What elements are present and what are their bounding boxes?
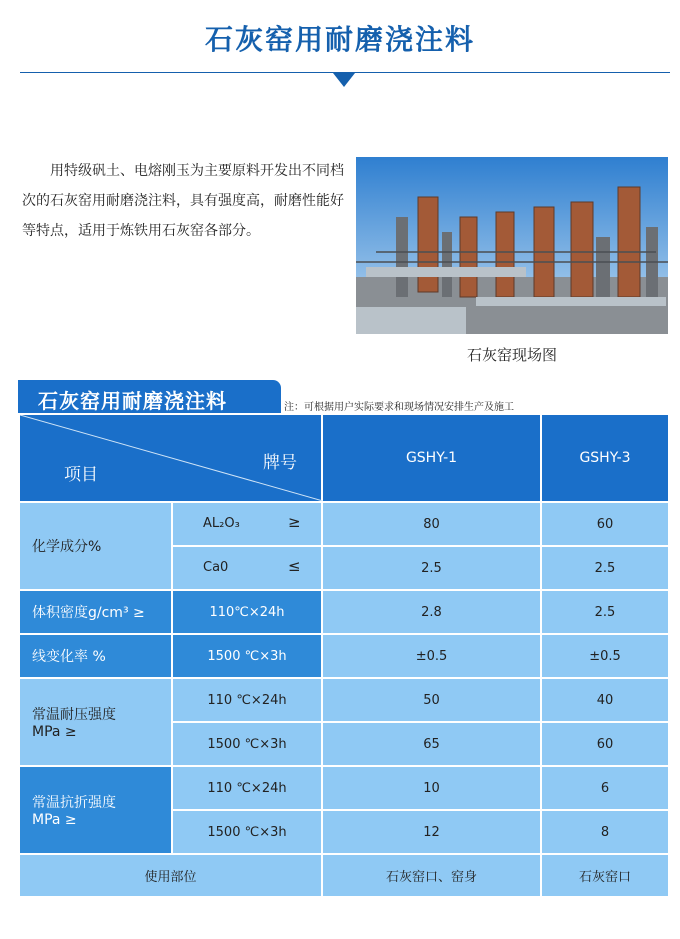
flex-label: [19, 766, 172, 854]
header-brand-label: 牌号: [263, 453, 297, 473]
divider-down-arrow-icon: [333, 73, 355, 87]
flex-b-condition: 1500 ℃×3h: [172, 810, 322, 854]
compress-b-condition: 1500 ℃×3h: [172, 722, 322, 766]
al2o3-name: AL₂O₃: [203, 516, 240, 531]
table-title-tab: [18, 380, 281, 415]
density-gshy3: 2.5: [541, 590, 669, 634]
photo-caption: 石灰窑现场图: [466, 346, 557, 364]
usage-label: 使用部位: [19, 854, 322, 897]
linear-gshy3: ±0.5: [541, 634, 669, 678]
flex-b-gshy3: 8: [541, 810, 669, 854]
compress-b-gshy1: 65: [322, 722, 541, 766]
linear-condition: 1500 ℃×3h: [172, 634, 322, 678]
al2o3-cell: [172, 502, 322, 546]
compress-b-gshy3: 60: [541, 722, 669, 766]
flex-b-gshy1: 12: [322, 810, 541, 854]
table-row-compress-a: [19, 678, 669, 722]
header-item-label: 项目: [64, 465, 98, 485]
compress-label: [19, 678, 172, 766]
flex-a-condition: 110 ℃×24h: [172, 766, 322, 810]
page-title: 石灰窑用耐磨浇注料: [204, 23, 475, 56]
lime-kiln-photo: [356, 157, 668, 334]
table-row-al2o3: [19, 502, 669, 546]
compress-label-line1: 常温耐压强度: [32, 707, 116, 723]
compress-a-gshy1: 50: [322, 678, 541, 722]
compress-a-condition: 110 ℃×24h: [172, 678, 322, 722]
table-row-flex-a: [19, 766, 669, 810]
header-diagonal-cell: [19, 414, 322, 502]
cao-name: Ca0: [203, 560, 229, 575]
table-row-linear: [19, 634, 669, 678]
table-row-usage: [19, 854, 669, 897]
linear-gshy1: ±0.5: [322, 634, 541, 678]
chem-label: 化学成分%: [19, 502, 172, 590]
al2o3-gshy3: 60: [541, 502, 669, 546]
table-header-row: [19, 414, 669, 502]
density-gshy1: 2.8: [322, 590, 541, 634]
cao-gshy1: 2.5: [322, 546, 541, 590]
usage-gshy3: 石灰窑口: [541, 854, 669, 897]
table-title: 石灰窑用耐磨浇注料: [38, 389, 227, 413]
flex-a-gshy3: 6: [541, 766, 669, 810]
al2o3-symbol: ≥: [288, 513, 301, 531]
cao-cell: [172, 546, 322, 590]
table-row-density: [19, 590, 669, 634]
header-code-gshy3: GSHY-3: [541, 414, 669, 502]
al2o3-gshy1: 80: [322, 502, 541, 546]
density-condition: 110℃×24h: [172, 590, 322, 634]
flex-label-line2: MPa ≥: [32, 812, 77, 828]
cao-gshy3: 2.5: [541, 546, 669, 590]
density-label: 体积密度g/cm³ ≥: [19, 590, 172, 634]
intro-paragraph: 用特级矾土、电熔刚玉为主要原料开发出不同档次的石灰窑用耐磨浇注料，具有强度高，耐磨性能好等特点，适用于炼铁用石灰窑各部分。: [22, 163, 344, 239]
compress-label-line2: MPa ≥: [32, 724, 77, 740]
table-note: 注：可根据用户实际要求和现场情况安排生产及施工: [284, 402, 514, 413]
linear-label: 线变化率 %: [19, 634, 172, 678]
cao-symbol: ≤: [288, 557, 301, 575]
header-code-gshy1: GSHY-1: [322, 414, 541, 502]
flex-label-line1: 常温抗折强度: [32, 795, 116, 811]
usage-gshy1: 石灰窑口、窑身: [322, 854, 541, 897]
compress-a-gshy3: 40: [541, 678, 669, 722]
flex-a-gshy1: 10: [322, 766, 541, 810]
spec-table: [18, 413, 670, 898]
